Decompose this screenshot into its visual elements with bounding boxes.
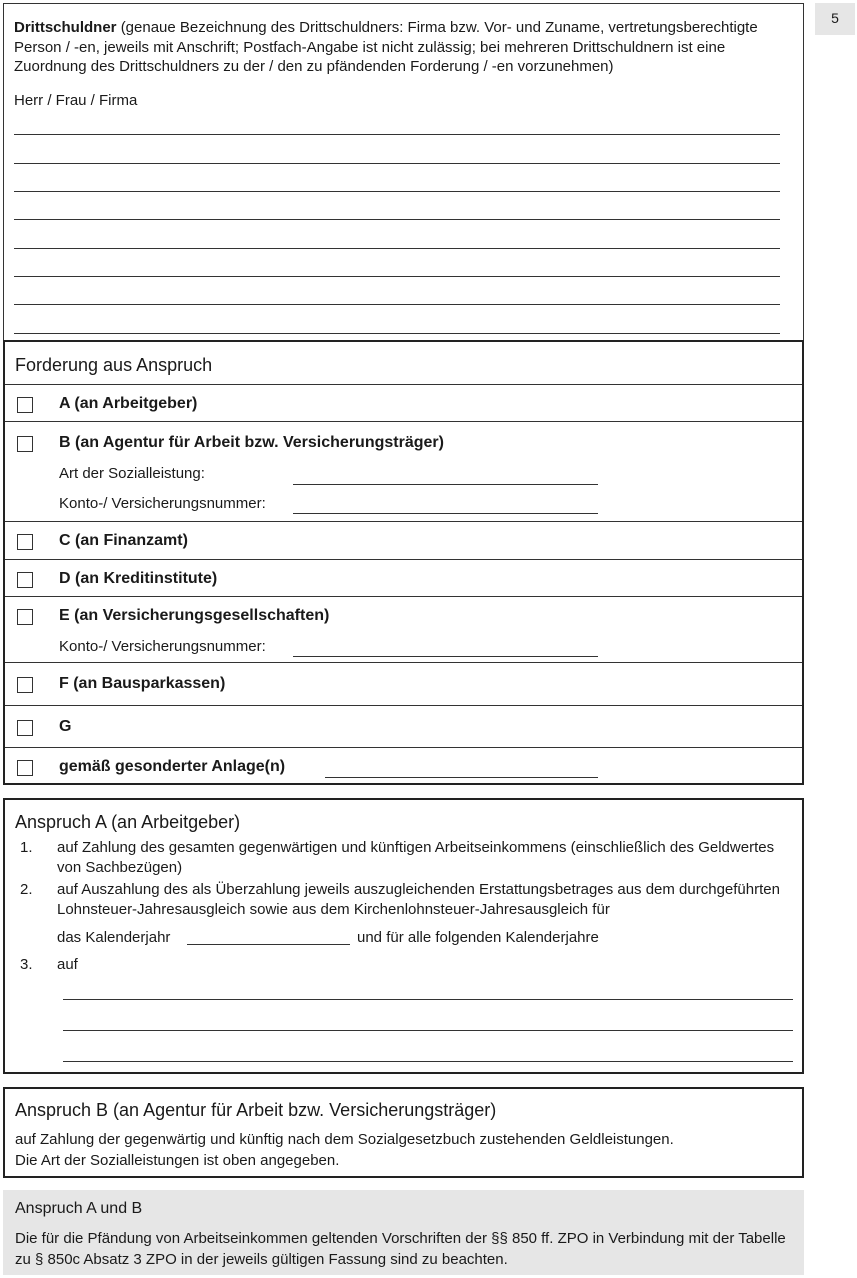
sozialleistung-label: Art der Sozialleistung: <box>59 465 205 482</box>
claim-label-c: C (an Finanzamt) <box>59 532 188 549</box>
item-text: auf Auszahlung des als Überzahlung jeweils auszugleichenden Erstattungsbetrages aus dem durchgeführten Lohnsteuer-Jahresausgleich sowie aus dem Kirchenlohnsteuer-Jahresausgleich für <box>57 881 780 918</box>
address-line[interactable] <box>14 276 780 277</box>
checkbox-c[interactable] <box>17 534 33 550</box>
checkbox-d[interactable] <box>17 572 33 588</box>
address-line[interactable] <box>14 219 780 220</box>
anspruch-ab-section <box>3 1190 804 1275</box>
claim-row-g <box>5 705 802 747</box>
address-line[interactable] <box>14 191 780 192</box>
checkbox-b[interactable] <box>17 436 33 452</box>
forderung-section <box>3 340 804 785</box>
claim-row-c <box>5 521 802 559</box>
anspruch-b-title: Anspruch B (an Agentur für Arbeit bzw. Versicherungsträger) <box>15 1100 497 1120</box>
address-line[interactable] <box>14 163 780 164</box>
claim-label-e: E (an Versicherungsgesellschaften) <box>59 607 330 624</box>
anspruch-b-text <box>15 1129 790 1171</box>
checkbox-anlage[interactable] <box>17 760 33 776</box>
checkbox-f[interactable] <box>17 677 33 693</box>
drittschuldner-section <box>3 3 804 340</box>
anspruch-a-title: Anspruch A (an Arbeitgeber) <box>15 812 241 832</box>
claim-label-anlage: gemäß gesonderter Anlage(n) <box>59 758 286 775</box>
claim-label-f: F (an Bausparkassen) <box>59 675 226 692</box>
auf-line[interactable] <box>63 1061 793 1062</box>
item-number: 1. <box>20 839 33 856</box>
forderung-title: Forderung aus Anspruch <box>15 355 213 375</box>
drittschuldner-note: (genaue Bezeichnung des Drittschuldners: Firma bzw. Vor- und Zuname, vertretungsberechtigte Person / -en, jeweils mit Anschrift; Postfach-Angabe ist nicht zulässig; bei mehreren Drittschuldnern ist eine Zuordnung des Drittschuldners zu der / den zu pfändenden Forderung / -en vorzunehmen) <box>14 19 758 75</box>
claim-label-d: D (an Kreditinstitute) <box>59 570 218 587</box>
year-suffix: und für alle folgenden Kalenderjahre <box>357 929 599 946</box>
address-line[interactable] <box>14 333 780 334</box>
versicherungsnummer-field-e[interactable] <box>293 656 598 657</box>
page-number: 5 <box>815 3 855 35</box>
checkbox-g[interactable] <box>17 720 33 736</box>
address-line[interactable] <box>14 304 780 305</box>
claim-row-d <box>5 559 802 596</box>
drittschuldner-heading <box>14 18 789 77</box>
anspruch-ab-title: Anspruch A und B <box>15 1200 143 1217</box>
claim-label-b: B (an Agentur für Arbeit bzw. Versicherungsträger) <box>59 434 444 451</box>
address-line[interactable] <box>14 134 780 135</box>
sozialleistung-field[interactable] <box>293 484 598 485</box>
anspruch-b-line: Die Art der Sozialleistungen ist oben angegeben. <box>15 1152 340 1169</box>
claim-row-a <box>5 384 802 421</box>
item-number: 2. <box>20 881 33 898</box>
auf-line[interactable] <box>63 1030 793 1031</box>
kalenderjahr-field[interactable] <box>187 944 350 945</box>
versicherungsnummer-label-e: Konto-/ Versicherungsnummer: <box>59 638 266 655</box>
item-text: auf <box>57 956 78 973</box>
anspruch-b-line: auf Zahlung der gegenwärtig und künftig nach dem Sozialgesetzbuch zustehenden Geldleistungen. <box>15 1131 674 1148</box>
checkbox-e[interactable] <box>17 609 33 625</box>
address-line[interactable] <box>14 248 780 249</box>
salutation-label: Herr / Frau / Firma <box>14 92 138 109</box>
anspruch-ab-text: Die für die Pfändung von Arbeitseinkommen geltenden Vorschriften der §§ 850 ff. ZPO in Verbindung mit der Tabelle zu § 850c Absatz 3 ZPO in der jeweils gültigen Fassung sind zu beachten. <box>15 1230 786 1268</box>
claim-row-e <box>5 596 802 662</box>
claim-row-f <box>5 662 802 705</box>
year-prefix: das Kalenderjahr <box>57 929 171 946</box>
anlage-field[interactable] <box>325 777 598 778</box>
versicherungsnummer-label-b: Konto-/ Versicherungsnummer: <box>59 495 266 512</box>
claim-row-anlage <box>5 747 802 783</box>
claim-label-g: G <box>59 718 72 735</box>
versicherungsnummer-field-b[interactable] <box>293 513 598 514</box>
item-text: auf Zahlung des gesamten gegenwärtigen und künftigen Arbeitseinkommens (einschließlich des Geldwertes von Sachbezügen) <box>57 839 775 876</box>
claim-label-a: A (an Arbeitgeber) <box>59 395 198 412</box>
anspruch-b-section <box>3 1087 804 1178</box>
claim-row-b <box>5 421 802 521</box>
checkbox-a[interactable] <box>17 397 33 413</box>
auf-line[interactable] <box>63 999 793 1000</box>
item-number: 3. <box>20 956 33 973</box>
drittschuldner-title: Drittschuldner <box>14 19 117 36</box>
